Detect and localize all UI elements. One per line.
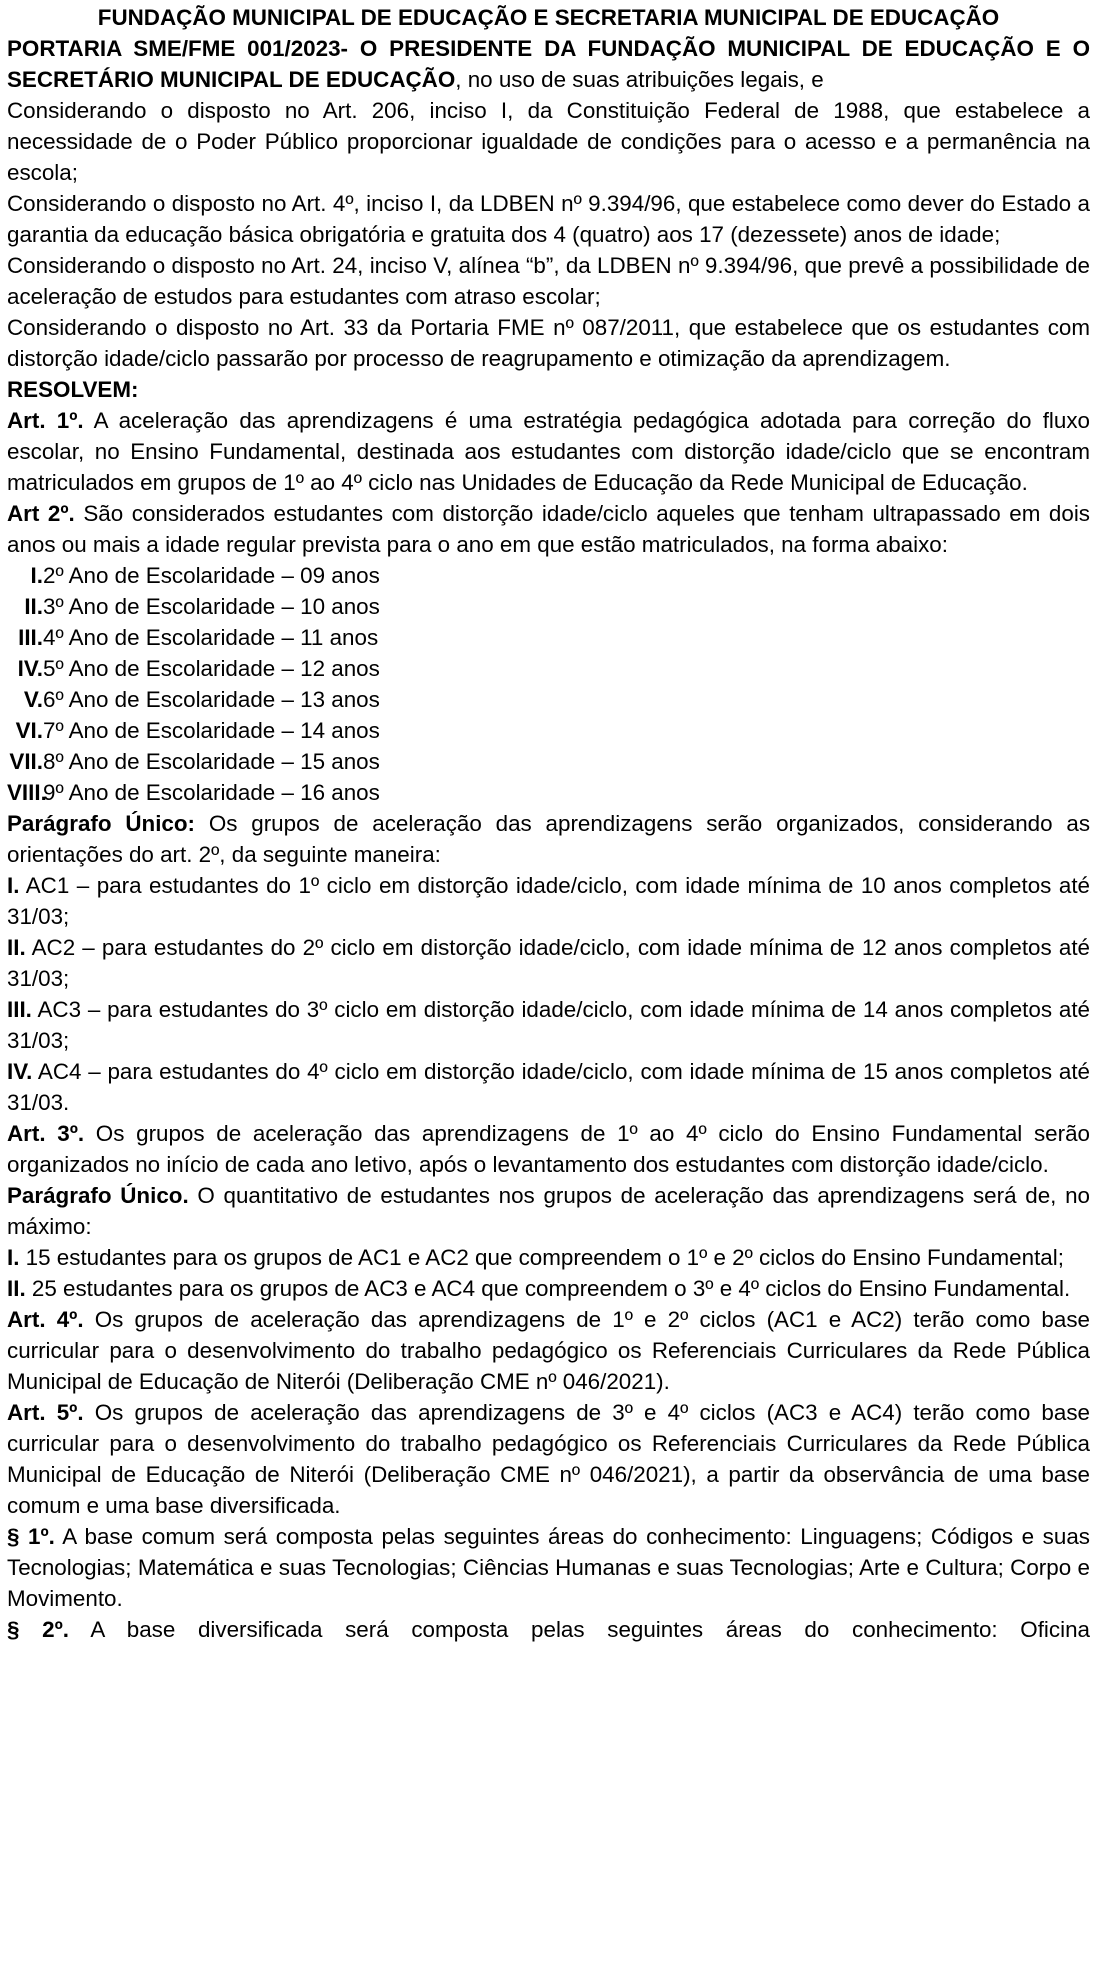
quota-item [7,1242,1090,1273]
article-5-text: Os grupos de aceleração das aprendizagens de 3º e 4º ciclos (AC3 e AC4) terão como base curricular para o desenvolvimento do trabalho pedagógico os Referenciais Curriculares da Rede Pública Municipal de Educação de Niterói (Deliberação CME nº 046/2021), a partir da observância de uma base comum e uma base diversificada. [7,1400,1090,1518]
list-item-text: 7º Ano de Escolaridade – 14 anos [43,718,380,743]
article-4 [7,1304,1090,1397]
group-roman: I. [7,873,20,898]
group-item [7,870,1090,932]
list-item-text: 6º Ano de Escolaridade – 13 anos [43,687,380,712]
list-item [7,560,1090,591]
roman-numeral: II. [24,594,43,619]
group-text: AC4 – para estudantes do 4º ciclo em distorção idade/ciclo, com idade mínima de 15 anos completos até 31/03. [7,1059,1090,1115]
group-roman: IV. [7,1059,33,1084]
list-item [7,684,1090,715]
article-1 [7,405,1090,498]
article-3 [7,1118,1090,1180]
list-item-text: 9º Ano de Escolaridade – 16 anos [43,780,380,805]
paragrafo-unico-label: Parágrafo Único. [7,1183,189,1208]
article-2-paragrafo-unico [7,808,1090,870]
list-item [7,622,1090,653]
group-text: AC3 – para estudantes do 3º ciclo em distorção idade/ciclo, com idade mínima de 14 anos completos até 31/03; [7,997,1090,1053]
quota-item [7,1273,1090,1304]
paragrafo-unico-text: Os grupos de aceleração das aprendizagens serão organizados, considerando as orientações do art. 2º, da seguinte maneira: [7,811,1091,867]
portaria-heading: PORTARIA SME/FME 001/2023- O PRESIDENTE DA FUNDAÇÃO MUNICIPAL DE EDUCAÇÃO E O SECRETÁRIO MUNICIPAL DE EDUCAÇÃO [7,36,1090,92]
portaria-intro [7,33,1090,95]
group-roman: II. [7,935,26,960]
roman-numeral: V. [23,687,43,712]
group-text: AC2 – para estudantes do 2º ciclo em distorção idade/ciclo, com idade mínima de 12 anos completos até 31/03; [7,935,1090,991]
article-1-label: Art. 1º. [7,408,84,433]
list-item [7,653,1090,684]
considerando-paragraph: Considerando o disposto no Art. 206, inciso I, da Constituição Federal de 1988, que estabelece a necessidade de o Poder Público proporcionar igualdade de condições para o acesso e a permanência na escola; [7,98,1090,185]
group-item [7,932,1090,994]
document-title: FUNDAÇÃO MUNICIPAL DE EDUCAÇÃO E SECRETARIA MUNICIPAL DE EDUCAÇÃO [97,5,1000,30]
paragraph-1-text: A base comum será composta pelas seguintes áreas do conhecimento: Linguagens; Códigos e suas Tecnologias; Matemática e suas Tecnologias; Ciências Humanas e suas Tecnologias; Arte e Cultura; Corpo e Movimento. [7,1524,1090,1611]
list-item-text: 5º Ano de Escolaridade – 12 anos [43,656,380,681]
list-item [7,715,1090,746]
portaria-intro-rest: , no uso de suas atribuições legais, e [455,67,824,92]
roman-numeral: VI. [15,718,43,743]
list-item [7,777,1090,808]
article-4-text: Os grupos de aceleração das aprendizagens de 1º e 2º ciclos (AC1 e AC2) terão como base curricular para o desenvolvimento do trabalho pedagógico os Referenciais Curriculares da Rede Pública Municipal de Educação de Niterói (Deliberação CME nº 046/2021). [7,1307,1090,1394]
article-1-text: A aceleração das aprendizagens é uma estratégia pedagógica adotada para correção do fluxo escolar, no Ensino Fundamental, destinada aos estudantes com distorção idade/ciclo que se encontram matriculados em grupos de 1º ao 4º ciclo nas Unidades de Educação da Rede Municipal de Educação. [7,408,1090,495]
group-item [7,1056,1090,1118]
list-item [7,591,1090,622]
paragraph-2-label: § 2º. [7,1617,69,1642]
article-4-label: Art. 4º. [7,1307,84,1332]
article-2-text: São considerados estudantes com distorção idade/ciclo aqueles que tenham ultrapassado em dois anos ou mais a idade regular prevista para o ano em que estão matriculados, na forma abaixo: [7,501,1090,557]
roman-numeral: III. [18,625,43,650]
article-3-paragrafo-unico [7,1180,1090,1242]
resolvem-heading: RESOLVEM: [7,377,139,402]
list-item [7,746,1090,777]
list-item-text: 3º Ano de Escolaridade – 10 anos [43,594,380,619]
paragraph-2-text: A base diversificada será composta pelas seguintes áreas do conhecimento: Oficina [68,1617,1090,1642]
article-2-label: Art 2º. [7,501,75,526]
list-item-text: 8º Ano de Escolaridade – 15 anos [43,749,380,774]
article-3-text: Os grupos de aceleração das aprendizagens de 1º ao 4º ciclo do Ensino Fundamental serão organizados no início de cada ano letivo, após o levantamento dos estudantes com distorção idade/ciclo. [7,1121,1090,1177]
roman-numeral: VIII. [7,780,47,805]
roman-numeral: I. [30,563,43,588]
roman-numeral: IV. [17,656,43,681]
quota-roman: II. [7,1276,26,1301]
article-3-label: Art. 3º. [7,1121,85,1146]
considerando-paragraph: Considerando o disposto no Art. 4º, inciso I, da LDBEN nº 9.394/96, que estabelece como dever do Estado a garantia da educação básica obrigatória e gratuita dos 4 (quatro) aos 17 (dezessete) anos de idade; [7,191,1090,247]
list-item-text: 4º Ano de Escolaridade – 11 anos [43,625,379,650]
considerando-paragraph: Considerando o disposto no Art. 33 da Portaria FME nº 087/2011, que estabelece que os estudantes com distorção idade/ciclo passarão por processo de reagrupamento e otimização da aprendizagem. [7,315,1090,371]
group-item [7,994,1090,1056]
quota-roman: I. [7,1245,20,1270]
article-2 [7,498,1090,560]
paragrafo-unico-label: Parágrafo Único: [7,811,196,836]
group-roman: III. [7,997,32,1022]
article-5-paragraph-1 [7,1521,1090,1614]
paragrafo-unico-text: O quantitativo de estudantes nos grupos de aceleração das aprendizagens será de, no máximo: [7,1183,1090,1239]
article-5 [7,1397,1090,1521]
article-5-label: Art. 5º. [7,1400,84,1425]
paragraph-1-label: § 1º. [7,1524,55,1549]
roman-numeral: VII. [9,749,43,774]
quota-text: 15 estudantes para os grupos de AC1 e AC2 que compreendem o 1º e 2º ciclos do Ensino Fundamental; [19,1245,1064,1270]
list-item-text: 2º Ano de Escolaridade – 09 anos [43,563,380,588]
considerando-paragraph: Considerando o disposto no Art. 24, inciso V, alínea “b”, da LDBEN nº 9.394/96, que prevê a possibilidade de aceleração de estudos para estudantes com atraso escolar; [7,253,1090,309]
quota-text: 25 estudantes para os grupos de AC3 e AC4 que compreendem o 3º e 4º ciclos do Ensino Fundamental. [25,1276,1071,1301]
article-5-paragraph-2 [7,1614,1090,1645]
group-text: AC1 – para estudantes do 1º ciclo em distorção idade/ciclo, com idade mínima de 10 anos completos até 31/03; [7,873,1090,929]
